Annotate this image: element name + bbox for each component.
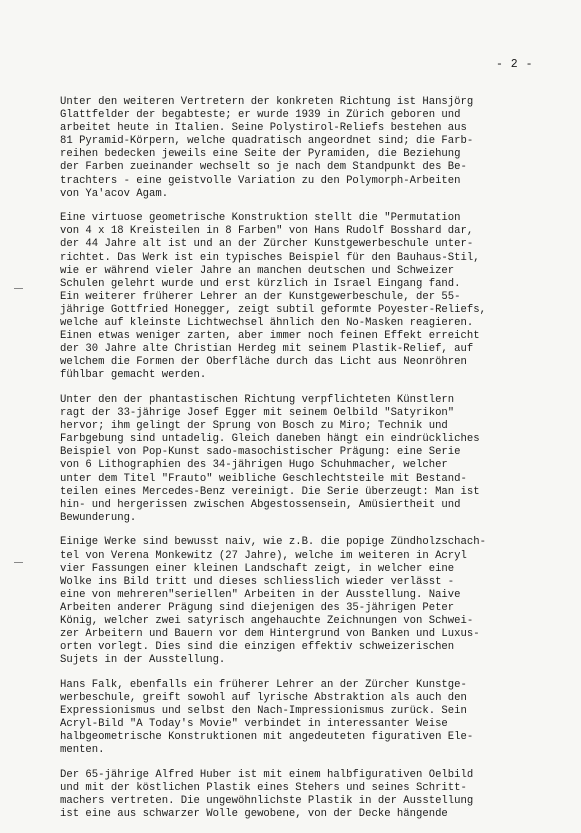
text-line: der 30 Jahre alte Christian Herdeg mit seinem Plastik-Relief, auf [60, 343, 474, 356]
text-line: wie er während vieler Jahre an manchen deutschen und Schweizer [60, 264, 455, 277]
paragraph [60, 212, 560, 382]
text-line: Schulen gelehrt wurde und erst kürzlich in Israel Eingang fand. [60, 277, 461, 290]
text-line: Unter den der phantastischen Richtung verpflichteten Künstlern [60, 393, 455, 406]
paragraph [60, 394, 560, 525]
text-line: Farbgebung sind untadelig. Gleich daneben hängt ein eindrückliches [60, 433, 480, 446]
text-line: Beispiel von Pop-Kunst sado-masochistischer Prägung: eine Serie [60, 446, 461, 459]
text-line: hin- und hergerissen zwischen Abgestossensein, Amüsiertheit und [60, 498, 461, 511]
text-line: Arbeiten anderer Prägung sind diejenigen des 35-jährigen Peter [60, 601, 455, 614]
text-line: ist eine aus schwarzer Wolle gewobene, von der Decke hängende [60, 808, 448, 821]
text-line: Sujets in der Ausstellung. [60, 654, 226, 667]
text-line: hervor; ihm gelingt der Sprung von Bosch zu Miro; Technik und [60, 420, 448, 433]
text-line: Glattfelder der begabteste; er wurde 1939 in Zürich geboren und [60, 109, 461, 122]
text-line: jährige Gottfried Honegger, zeigt subtil geformte Poyester-Reliefs, [60, 303, 486, 316]
text-line: welchem die Formen der Oberfläche durch das Licht aus Neonröhren [60, 356, 467, 369]
text-line: ragt der 33-jährige Josef Egger mit seinem Oelbild "Satyrikon" [60, 407, 455, 420]
text-line: fühlbar gemacht werden. [60, 369, 207, 382]
text-line: teilen eines Mercedes-Benz vereinigt. Die Serie überzeugt: Man ist [60, 485, 480, 498]
margin-mark-upper [14, 288, 23, 289]
paragraph [60, 96, 560, 201]
text-line: zer Arbeitern und Bauern vor dem Hintergrund von Banken und Luxus- [60, 628, 480, 641]
text-line: werbeschule, greift sowohl auf lyrische Abstraktion als auch den [60, 691, 467, 704]
paragraph [60, 679, 560, 758]
text-line: orten vorlegt. Dies sind die einzigen effektiv schweizerischen [60, 641, 455, 654]
text-line: Hans Falk, ebenfalls ein früherer Lehrer an der Zürcher Kunstge- [60, 678, 467, 691]
text-line: richtet. Das Werk ist ein typisches Beispiel für den Bauhaus-Stil, [60, 251, 480, 264]
text-line: Wolke ins Bild tritt und dieses schliesslich wieder verlässt - [60, 575, 455, 588]
text-line: vier Fassungen einer kleinen Landschaft zeigt, in welcher eine [60, 562, 455, 575]
text-line: von 6 Lithographien des 34-jährigen Hugo Schuhmacher, welcher [60, 459, 448, 472]
text-line: Ein weiterer früherer Lehrer an der Kunstgewerbeschule, der 55- [60, 290, 461, 303]
text-line: eine von mehreren"seriellen" Arbeiten in der Ausstellung. Naive [60, 588, 461, 601]
text-line: Bewunderung. [60, 511, 137, 524]
text-line: reihen bedecken jeweils eine Seite der Pyramiden, die Beziehung [60, 148, 461, 161]
text-line: Der 65-jährige Alfred Huber ist mit einem halbfigurativen Oelbild [60, 768, 474, 781]
text-line: der Farben zueinander wechselt so je nach dem Standpunkt des Be- [60, 161, 467, 174]
text-line: Einen etwas weniger zarten, aber immer noch feinen Effekt erreicht [60, 330, 480, 343]
page-number: - 2 - [495, 58, 533, 71]
text-line: tel von Verena Monkewitz (27 Jahre), welche im weiteren in Acryl [60, 549, 467, 562]
text-line: und mit der köstlichen Plastik eines Stehers und seines Schritt- [60, 782, 467, 794]
text-line: König, welcher zwei satyrisch angehauchte Zeichnungen von Schwei- [60, 614, 474, 627]
text-line: Acryl-Bild "A Today's Movie" verbindet in interessanter Weise [60, 718, 448, 731]
text-line: Unter den weiteren Vertretern der konkreten Richtung ist Hansjörg [60, 96, 474, 108]
text-line: von Ya'acov Agam. [60, 187, 169, 200]
text-line: welche auf kleinste Lichtwechsel ähnlich den No-Masken reagieren. [60, 317, 474, 329]
text-line: arbeitet heute in Italien. Seine Polystirol-Reliefs bestehen aus [60, 122, 467, 135]
text-line: halbgeometrische Konstruktionen mit angedeuteten figurativen Ele- [60, 731, 474, 744]
text-line: trachters - eine geistvolle Variation zu den Polymorph-Arbeiten [60, 174, 461, 187]
paragraph [60, 769, 560, 821]
paragraph [60, 536, 560, 667]
text-line: Einige Werke sind bewusst naiv, wie z.B. die popige Zündholzschach- [60, 536, 486, 549]
text-line: der 44 Jahre alt ist und an der Zürcher Kunstgewerbeschule unter- [60, 238, 474, 251]
margin-mark-lower [14, 562, 23, 563]
text-line: Eine virtuose geometrische Konstruktion stellt die "Permutation [60, 212, 461, 225]
text-line: machers vertreten. Die ungewöhnlichste Plastik in der Ausstellung [60, 795, 474, 808]
text-line: Expressionismus und selbst den Nach-Impressionismus zurück. Sein [60, 705, 467, 718]
body-text [60, 96, 560, 833]
text-line: menten. [60, 744, 105, 757]
text-line: von 4 x 18 Kreisteilen in 8 Farben" von Hans Rudolf Bosshard dar, [60, 225, 474, 238]
text-line: unter dem Titel "Frauto" weibliche Geschlechtsteile mit Bestand- [60, 472, 467, 485]
text-line: 81 Pyramid-Körpern, welche quadratisch angeordnet sind; die Farb- [60, 135, 474, 148]
